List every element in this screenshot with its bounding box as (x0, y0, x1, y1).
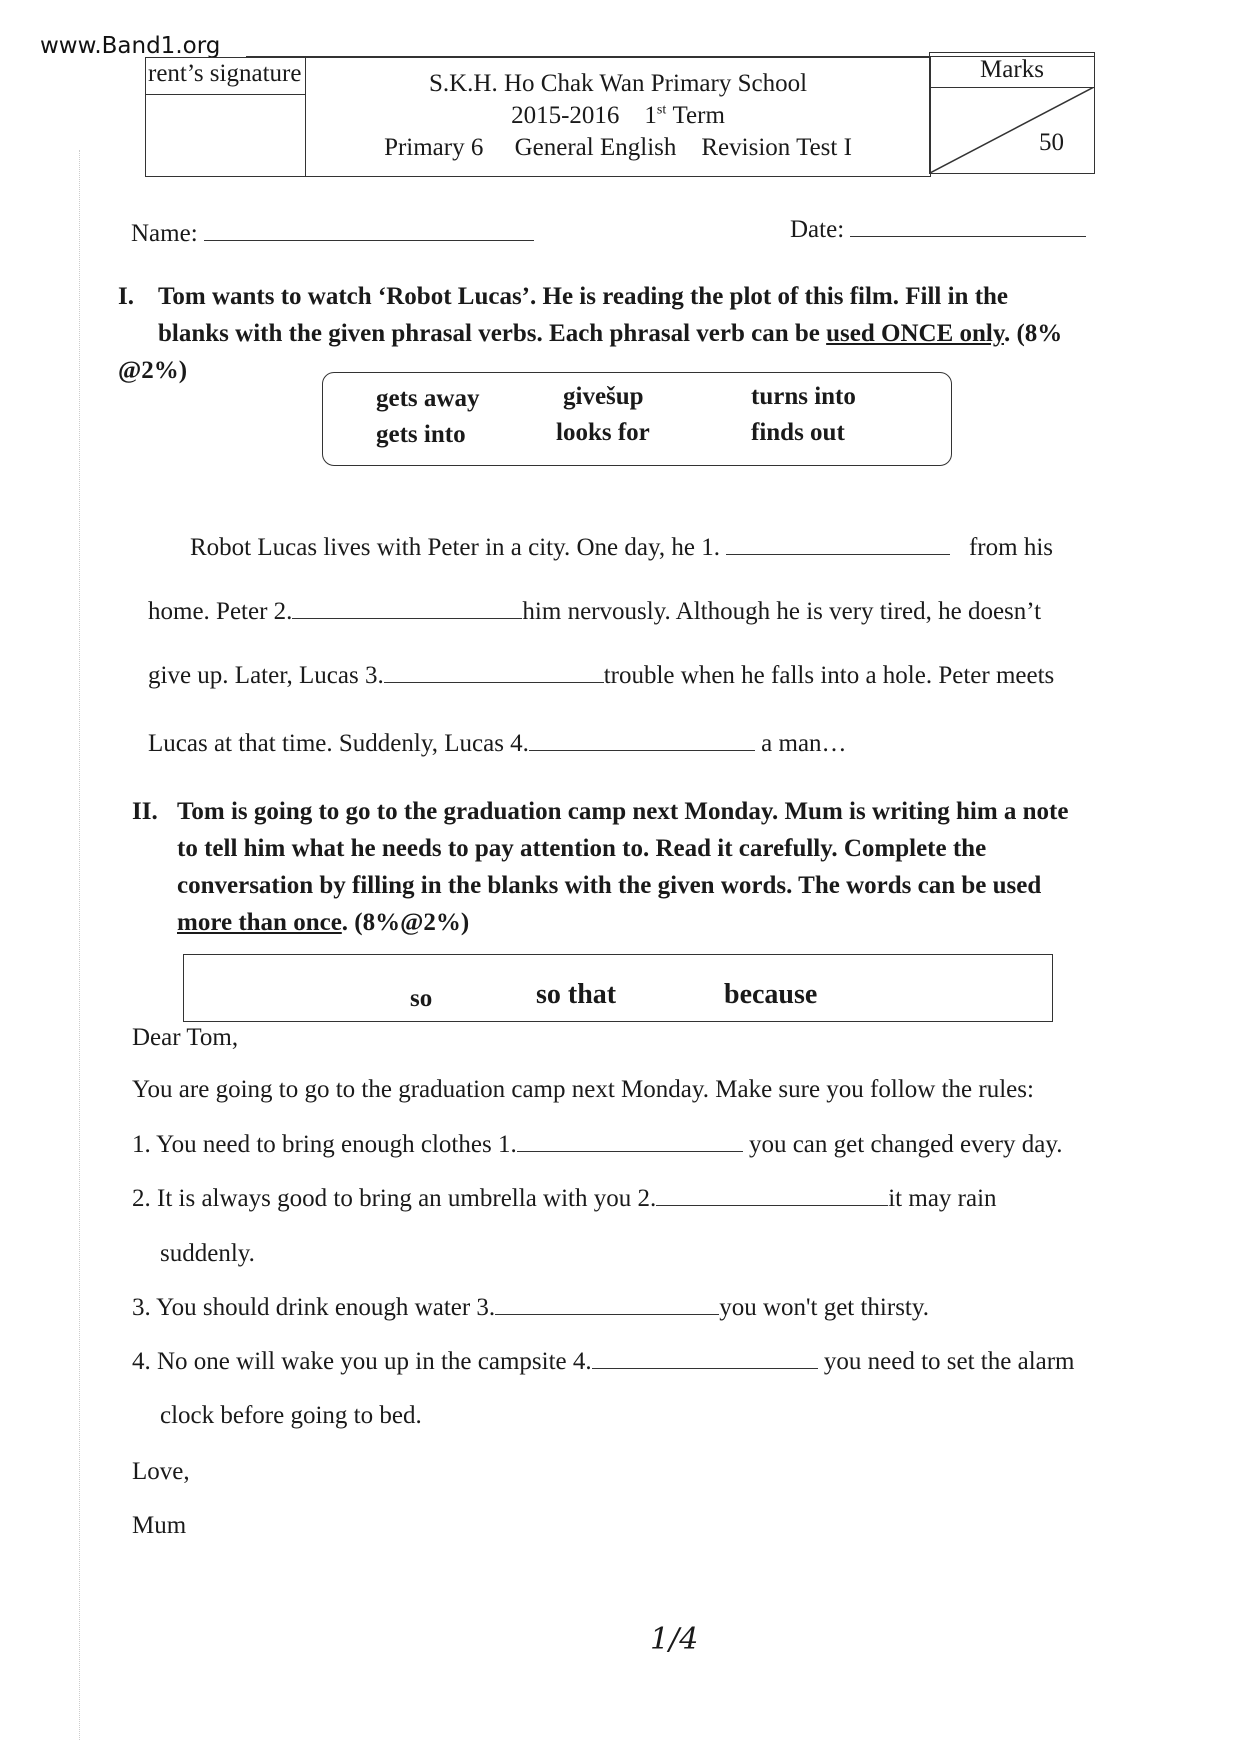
name-label: Name: (131, 220, 198, 247)
rule-item (132, 1348, 1075, 1376)
passage-text: trouble when he falls into a hole. Peter meets (603, 662, 1055, 689)
word-bank-item: so that (536, 979, 617, 1010)
section-2-line-4 (177, 904, 1068, 941)
test-line (306, 134, 930, 162)
letter-greeting: Dear Tom, (132, 1024, 239, 1051)
marks-total: 50 (1039, 129, 1064, 156)
exam-header (145, 52, 1095, 176)
watermark: www.Band1.org (40, 33, 221, 59)
word-bank-item: because (724, 979, 818, 1010)
answer-blank-3[interactable] (495, 1294, 719, 1315)
section-1-line-2a: blanks with the given phrasal verbs. Each phrasal verb can be (158, 320, 827, 347)
signature-label: rent’s signature (148, 60, 302, 87)
scan-edge (79, 150, 80, 1740)
answer-blank-1[interactable] (726, 534, 950, 555)
term-line (306, 102, 930, 130)
letter-signoff: Mum (132, 1512, 187, 1539)
rule-text: 2. It is always good to bring an umbrella with you 2. (132, 1185, 657, 1212)
rule-item (132, 1294, 929, 1322)
passage-text: from his (968, 534, 1053, 561)
word-bank-item: looks for (556, 419, 650, 446)
name-field[interactable] (131, 220, 534, 248)
rule-text: you won't get thirsty. (719, 1294, 930, 1321)
section-1-text (158, 278, 1062, 352)
rule-continuation: suddenly. (160, 1240, 255, 1267)
passage-text: Robot Lucas lives with Peter in a city. One day, he 1. (190, 534, 720, 561)
letter-intro: You are going to go to the graduation camp next Monday. Make sure you follow the rules: (132, 1076, 1034, 1103)
conjunction-word-bank (183, 954, 1053, 1022)
marks-box (929, 52, 1095, 174)
class-name: Primary 6 (384, 134, 484, 161)
rule-continuation: clock before going to bed. (160, 1402, 422, 1429)
answer-blank-4[interactable] (529, 730, 755, 751)
parent-signature-box (145, 57, 306, 177)
rule-text: 1. You need to bring enough clothes 1. (132, 1131, 517, 1158)
passage-text: home. Peter 2. (148, 598, 293, 625)
rule-text: 3. You should drink enough water 3. (132, 1294, 496, 1321)
answer-blank-1[interactable] (517, 1131, 743, 1152)
section-1-line-3: @2%) (118, 357, 188, 384)
phrasal-verb-word-bank (322, 372, 952, 466)
passage-text: give up. Later, Lucas 3. (148, 662, 384, 689)
date-label: Date: (790, 216, 845, 243)
term-number: 1 (644, 102, 657, 129)
word-bank-item: so (410, 985, 433, 1012)
section-2-underlined: more than once (177, 909, 342, 936)
rule-text: it may rain (888, 1185, 997, 1212)
answer-blank-2[interactable] (656, 1185, 888, 1206)
rule-text: 4. No one will wake you up in the campsite 4. (132, 1348, 592, 1375)
section-1-number: I. (118, 283, 134, 310)
section-2-instructions (132, 793, 1122, 943)
passage-line (148, 662, 1054, 690)
name-input-line[interactable] (204, 220, 534, 241)
subject-name: General English (514, 134, 677, 161)
letter-closing: Love, (132, 1458, 190, 1485)
section-1-line-1: Tom wants to watch ‘Robot Lucas’. He is reading the plot of this film. Fill in the (158, 283, 1009, 310)
answer-blank-2[interactable] (292, 598, 522, 619)
rule-text: you can get changed every day. (748, 1131, 1063, 1158)
term-word: Term (672, 102, 725, 129)
rule-item (132, 1131, 1062, 1159)
word-bank-item: finds out (751, 419, 845, 446)
page-number: 1/4 (650, 1622, 699, 1657)
passage-text: Lucas at that time. Suddenly, Lucas 4. (148, 730, 529, 757)
passage-line (148, 730, 847, 758)
section-1-underlined: used ONCE only (826, 320, 1004, 347)
marks-diagonal (930, 87, 1094, 173)
word-bank-item: turns into (751, 383, 856, 410)
school-year: 2015-2016 (511, 102, 620, 129)
section-2-line-2: to tell him what he needs to pay attention to. Read it carefully. Complete the (177, 835, 987, 862)
word-bank-item: gets away (376, 385, 480, 412)
rule-item (132, 1185, 997, 1213)
section-1-line-2b: . (8% (1003, 320, 1063, 347)
marks-label: Marks (980, 56, 1044, 83)
passage-text: him nervously. Although he is very tired, he doesn’t (522, 598, 1042, 625)
school-name: S.K.H. Ho Chak Wan Primary School (428, 70, 808, 97)
title-box (305, 57, 931, 177)
section-2-number: II. (132, 798, 158, 825)
word-bank-item: gets into (376, 421, 466, 448)
signature-divider (146, 94, 306, 95)
section-2-line-3: conversation by filling in the blanks with the given words. The words can be used (177, 872, 1042, 899)
section-2-line-4-rest: . (8%@2%) (341, 909, 470, 936)
term-superscript: st (656, 102, 667, 118)
passage-line (190, 534, 1053, 562)
date-input-line[interactable] (850, 216, 1086, 237)
section-2-text (177, 793, 1068, 941)
rule-text: you need to set the alarm (823, 1348, 1075, 1375)
passage-text: a man… (761, 730, 847, 757)
answer-blank-4[interactable] (592, 1348, 818, 1369)
test-name: Revision Test I (701, 134, 852, 161)
date-field[interactable] (790, 216, 1086, 244)
word-bank-item: givešup (563, 383, 644, 410)
section-2-line-1: Tom is going to go to the graduation camp next Monday. Mum is writing him a note (177, 798, 1069, 825)
passage-line (148, 598, 1041, 626)
section-1-line-2 (158, 315, 1062, 352)
answer-blank-3[interactable] (384, 662, 604, 683)
